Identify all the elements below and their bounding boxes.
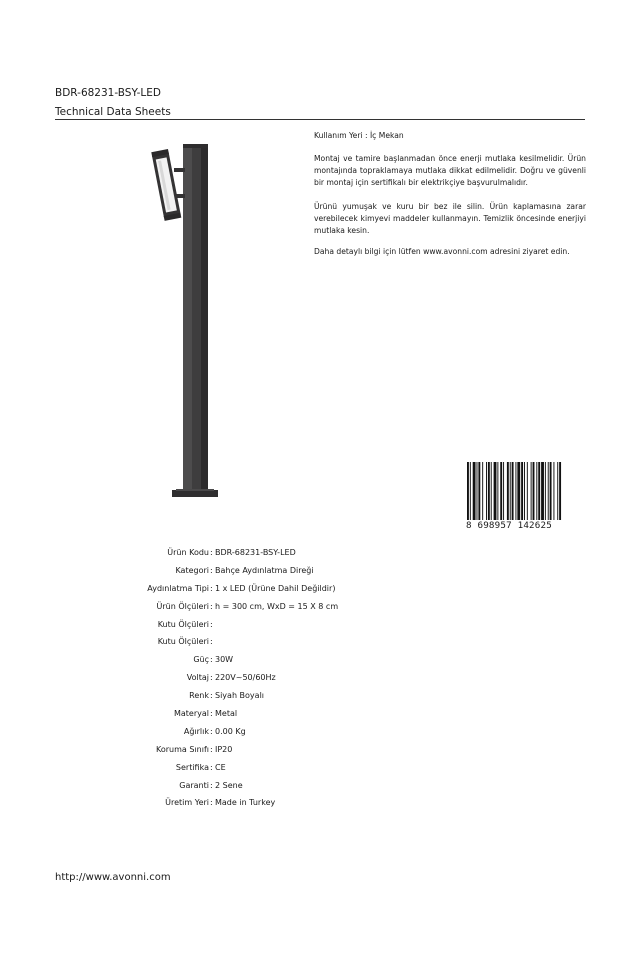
garden-pole-lamp-illustration xyxy=(146,142,228,504)
barcode-bar xyxy=(467,462,469,520)
spec-value: IP20 xyxy=(215,744,233,754)
barcode-bar xyxy=(482,462,483,520)
spec-value: 2 Sene xyxy=(215,780,243,790)
barcode-bar xyxy=(515,462,516,520)
spec-value: 1 x LED (Ürüne Dahil Değildir) xyxy=(215,583,336,593)
spec-colon: : xyxy=(210,619,213,629)
spec-row xyxy=(55,777,475,795)
info-block xyxy=(314,130,586,258)
spec-value: CE xyxy=(215,762,226,772)
cleaning-note: Ürünü yumuşak ve kuru bir bez ile silin. Ürün kaplamasına zarar verebilecek kimyevi maddeler kullanmayın. Temizlik öncesinde enerjiyi mutlaka kesin. xyxy=(314,202,586,235)
spec-row xyxy=(55,598,475,616)
spec-label: Kategori xyxy=(175,565,209,575)
spec-colon: : xyxy=(210,744,213,754)
spec-colon: : xyxy=(210,548,213,557)
barcode xyxy=(466,462,584,532)
spec-row xyxy=(55,669,475,687)
spec-label: Sertifika xyxy=(175,762,209,772)
spec-colon: : xyxy=(210,565,213,575)
spec-table xyxy=(55,544,475,812)
spec-row xyxy=(55,759,475,777)
document-header xyxy=(55,84,585,122)
spec-value: 0.00 Kg xyxy=(215,726,246,736)
spec-label: Güç xyxy=(193,655,209,665)
header-divider xyxy=(55,119,585,120)
barcode-bar xyxy=(503,462,504,520)
website-note: Daha detaylı bilgi için lütfen www.avonni.com adresini ziyaret edin. xyxy=(314,247,570,256)
spec-colon: : xyxy=(210,726,213,736)
barcode-bar xyxy=(473,462,476,520)
spec-row xyxy=(55,633,475,651)
spec-value: Siyah Boyalı xyxy=(215,691,265,701)
barcode-bar xyxy=(494,462,497,520)
barcode-bar xyxy=(500,462,502,520)
footer-url[interactable]: http://www.avonni.com xyxy=(55,872,171,883)
barcode-bar xyxy=(536,462,537,520)
barcode-bar xyxy=(553,462,554,520)
spec-label: Kutu Ölçüleri xyxy=(157,637,209,647)
spec-value: BDR-68231-BSY-LED xyxy=(215,548,296,557)
spec-row xyxy=(55,562,475,580)
product-image xyxy=(146,142,228,504)
spec-label: Kutu Ölçüleri xyxy=(157,619,209,629)
spec-colon: : xyxy=(210,655,213,665)
barcode-bar xyxy=(524,462,525,520)
spec-value: h = 300 cm, WxD = 15 X 8 cm xyxy=(215,601,339,611)
spec-value: Metal xyxy=(215,709,238,719)
barcode-bar xyxy=(548,462,549,520)
spec-label: Ürün Kodu xyxy=(167,548,209,557)
barcode-bar xyxy=(470,462,471,520)
spec-value: Made in Turkey xyxy=(215,798,276,808)
spec-label: Garanti xyxy=(179,780,209,790)
spec-label: Koruma Sınıfı xyxy=(156,744,209,754)
spec-label: Aydınlatma Tipi xyxy=(147,583,209,593)
barcode-bar xyxy=(531,462,532,520)
spec-colon: : xyxy=(210,673,213,683)
spec-colon: : xyxy=(210,583,213,593)
barcode-digits: 8 698957 142625 xyxy=(466,520,552,531)
barcode-bar xyxy=(497,462,498,520)
barcode-bar xyxy=(541,462,544,520)
spec-colon: : xyxy=(210,798,213,808)
spec-colon: : xyxy=(210,762,213,772)
barcode-bar xyxy=(477,462,478,520)
barcode-bar xyxy=(510,462,511,520)
usage-location: Kullanım Yeri : İç Mekan xyxy=(314,131,404,140)
barcode-bar xyxy=(538,462,540,520)
spec-row xyxy=(55,616,475,634)
barcode-bar xyxy=(478,462,480,520)
barcode-bar xyxy=(521,462,523,520)
spec-row xyxy=(55,741,475,759)
spec-label: Ağırlık xyxy=(183,726,209,736)
barcode-bar xyxy=(507,462,509,520)
barcode-bar xyxy=(545,462,546,520)
spec-row xyxy=(55,544,475,562)
spec-value: 220V~50/60Hz xyxy=(215,673,276,683)
spec-colon: : xyxy=(210,691,213,701)
safety-note: Montaj ve tamire başlanmadan önce enerji mutlaka kesilmelidir. Ürün montajında topraklamaya mutlaka dikkat edilmelidir. Doğru ve güvenli bir montaj için sertifikalı bir elektrikçiye başvurulmalıdır. xyxy=(314,154,586,187)
spec-row xyxy=(55,794,475,812)
barcode-bars xyxy=(466,462,584,520)
spec-value: 30W xyxy=(215,655,234,665)
spec-row xyxy=(55,651,475,669)
barcode-bar xyxy=(517,462,520,520)
spec-row xyxy=(55,687,475,705)
spec-colon: : xyxy=(210,709,213,719)
spec-label: Üretim Yeri xyxy=(165,798,209,808)
barcode-bar xyxy=(533,462,535,520)
document-subtitle: Technical Data Sheets xyxy=(55,106,171,118)
spec-row xyxy=(55,705,475,723)
barcode-bar xyxy=(527,462,528,520)
spec-label: Materyal xyxy=(173,709,209,719)
spec-row xyxy=(55,723,475,741)
barcode-bar xyxy=(512,462,514,520)
spec-label: Ürün Ölçüleri xyxy=(156,601,209,611)
spec-colon: : xyxy=(210,637,213,647)
barcode-bar xyxy=(491,462,492,520)
barcode-bar xyxy=(488,462,490,520)
barcode-bar xyxy=(557,462,558,520)
barcode-bar xyxy=(486,462,487,520)
spec-label: Voltaj xyxy=(186,673,209,683)
spec-label: Renk xyxy=(189,691,209,701)
spec-colon: : xyxy=(210,601,213,611)
spec-row xyxy=(55,580,475,598)
barcode-bar xyxy=(550,462,552,520)
barcode-bar xyxy=(559,462,561,520)
spec-value: Bahçe Aydınlatma Direği xyxy=(215,565,314,575)
product-code-title: BDR-68231-BSY-LED xyxy=(55,87,161,99)
spec-colon: : xyxy=(210,780,213,790)
